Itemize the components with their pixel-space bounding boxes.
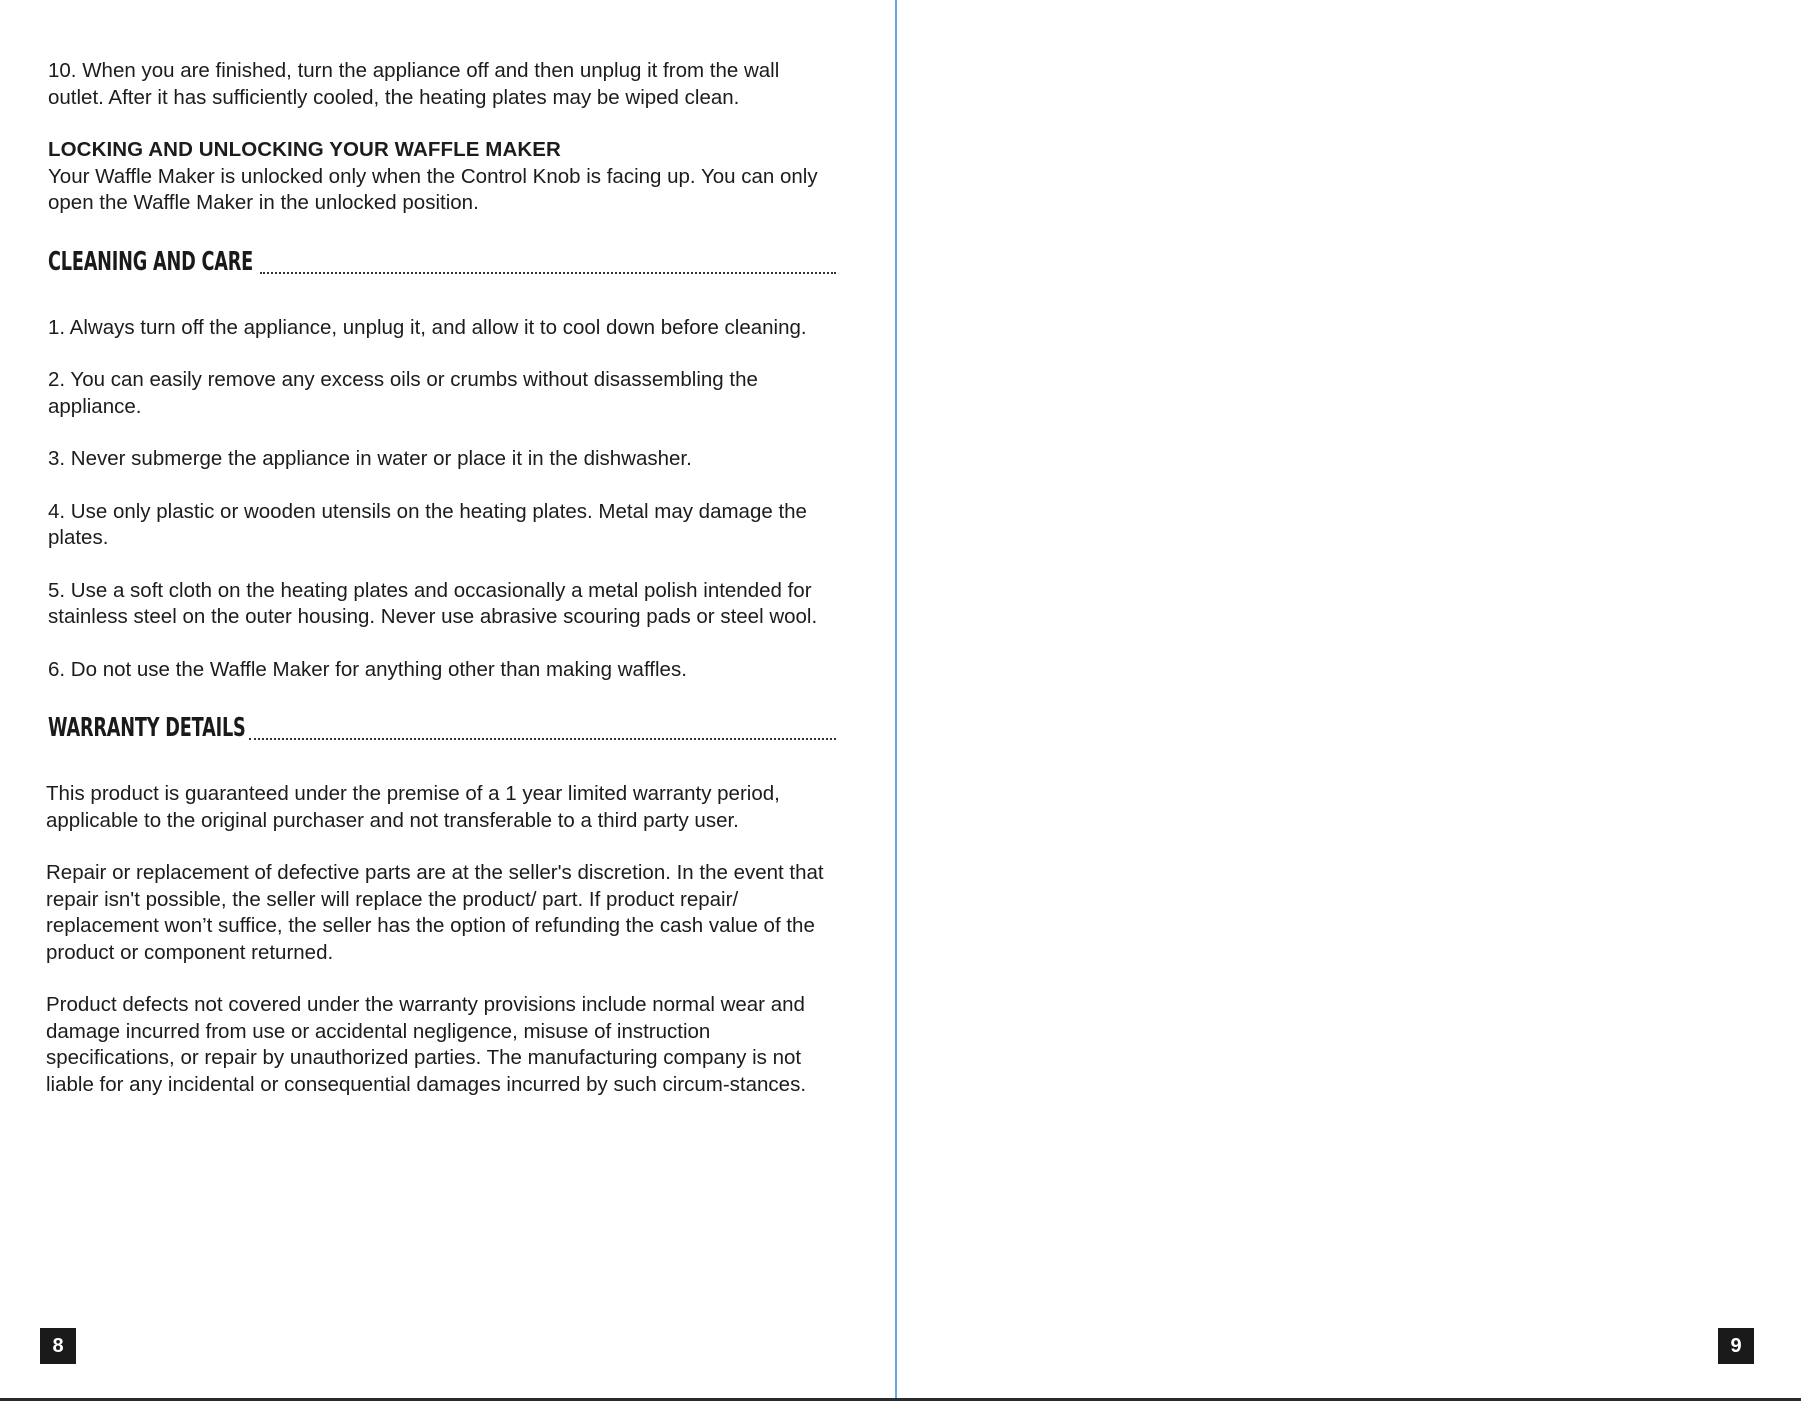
- warranty-paragraph-3: Product defects not covered under the warranty provisions include normal wear and damage incurred from use or accidental negligence, misuse of instruction specifications, or repair by unauthorized parties. The manufacturing company is not liable for any incidental or consequential damages incurred by such circum-stances.: [46, 993, 807, 1096]
- right-page: [898, 0, 1801, 1401]
- cleaning-heading: CLEANING AND CARE: [48, 246, 254, 277]
- page-spine-divider: [895, 0, 897, 1401]
- warranty-dotted-rule: [249, 738, 836, 740]
- cleaning-item-3: 3. Never submerge the appliance in water or place it in the dishwasher.: [48, 447, 692, 470]
- left-page-content: [48, 58, 848, 1098]
- cleaning-section-header: [48, 247, 836, 277]
- warranty-paragraph-2: Repair or replacement of defective parts are at the seller's discretion. In the event that repair isn't possible, the seller will replace the product/ part. If product repair/ replacement won’t suffice, the seller has the option of refunding the cash value of the product or component returned.: [46, 861, 824, 964]
- page-number-right: 9: [1718, 1328, 1754, 1364]
- locking-heading: LOCKING AND UNLOCKING YOUR WAFFLE MAKER: [48, 138, 561, 161]
- warranty-section-header: [48, 713, 836, 743]
- step-10-text: 10. When you are finished, turn the appliance off and then unplug it from the wall outlet. After it has sufficiently cooled, the heating plates may be wiped clean.: [48, 59, 780, 109]
- cleaning-item-5: 5. Use a soft cloth on the heating plates and occasionally a metal polish intended for stainless steel on the outer housing. Never use abrasive scouring pads or steel wool.: [48, 578, 818, 628]
- warranty-body: [46, 781, 848, 1098]
- cleaning-item-2: 2. You can easily remove any excess oils or crumbs without disassembling the appliance.: [48, 368, 758, 418]
- warranty-heading: WARRANTY DETAILS: [48, 713, 246, 743]
- page-number-left: 8: [40, 1328, 76, 1364]
- cleaning-item-1: 1. Always turn off the appliance, unplug it, and allow it to cool down before cleaning.: [48, 315, 807, 339]
- left-page: [0, 0, 896, 1401]
- cleaning-item-4: 4. Use only plastic or wooden utensils on the heating plates. Metal may damage the plates.: [48, 499, 807, 549]
- cleaning-dotted-rule: [260, 272, 836, 274]
- warranty-paragraph-1: This product is guaranteed under the premise of a 1 year limited warranty period, applicable to the original purchaser and not transferable to a third party user.: [46, 782, 780, 832]
- locking-text: Your Waffle Maker is unlocked only when the Control Knob is facing up. You can only open the Waffle Maker in the unlocked position.: [48, 164, 818, 214]
- cleaning-item-6: 6. Do not use the Waffle Maker for anything other than making waffles.: [48, 657, 687, 681]
